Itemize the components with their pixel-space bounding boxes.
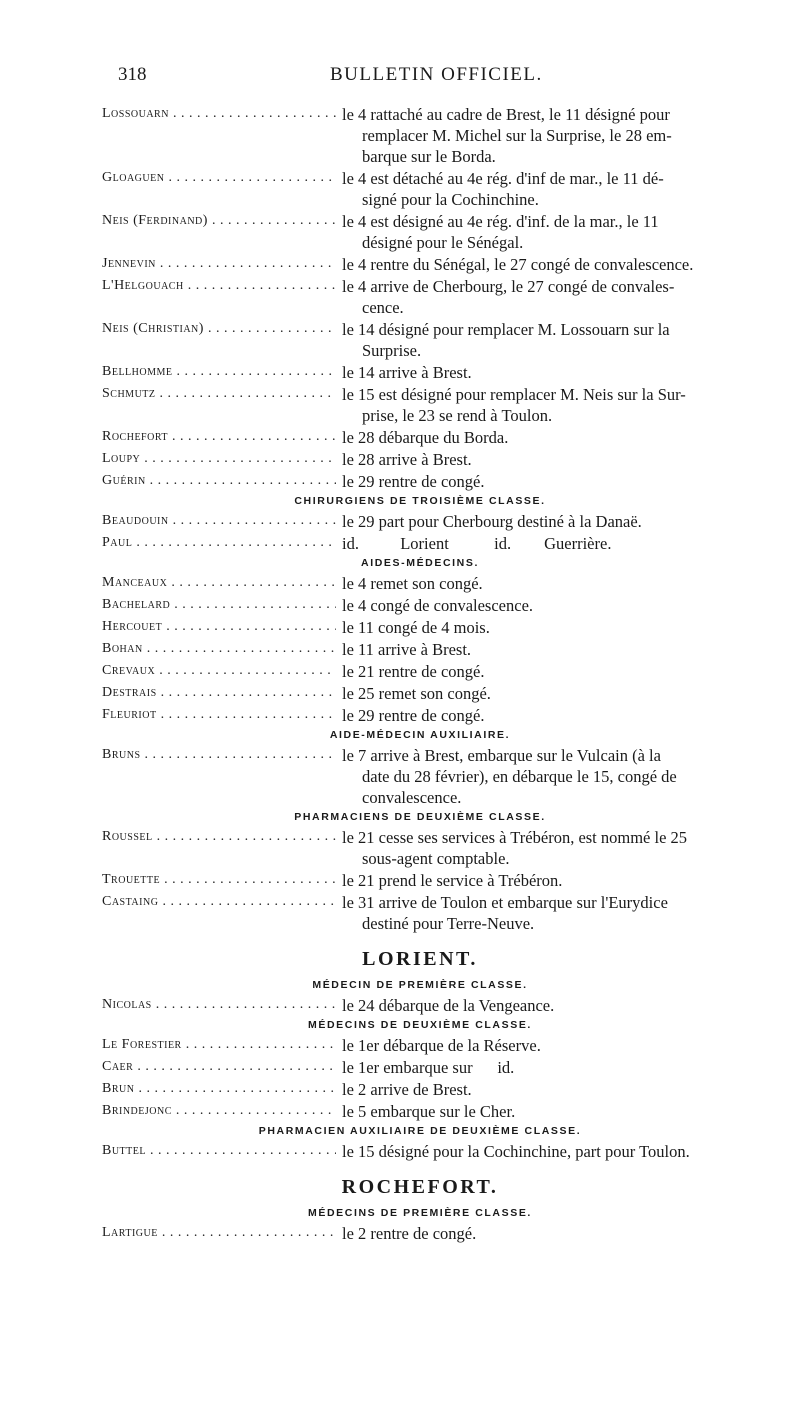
entry-text [342, 384, 780, 426]
entry-text [342, 1057, 780, 1078]
entry-line: le 25 remet son congé. [342, 684, 491, 703]
record-entry [0, 827, 800, 869]
entry-line: le 24 débarque de la Vengeance. [342, 996, 555, 1015]
entry-text [342, 362, 780, 383]
record-entry [0, 1057, 800, 1078]
record-entry [0, 573, 800, 594]
person-name: Manceaux . . . [102, 573, 336, 593]
section-heading: PHARMACIENS DE DEUXIÈME CLASSE. [294, 811, 546, 823]
entry-text [342, 471, 780, 492]
section-heading: CHIRURGIENS DE TROISIÈME CLASSE. [294, 495, 546, 507]
entry-line: le 21 prend le service à Trébéron. [342, 871, 563, 890]
entry-line: le 29 rentre de congé. [342, 472, 485, 491]
entry-line: le 4 rattaché au cadre de Brest, le 11 désigné pour [342, 105, 670, 124]
entry-line: id. Lorient id. Guerrière. [342, 534, 612, 553]
entry-line: le 4 remet son congé. [342, 574, 483, 593]
entry-line: le 14 désigné pour remplacer M. Lossouarn sur la [342, 320, 670, 339]
entry-line: le 4 est détaché au 4e rég. d'inf de mar., le 11 dé- [342, 169, 664, 188]
entry-line: le 1er embarque sur id. [342, 1058, 515, 1077]
person-name: Brun . . . [102, 1079, 336, 1099]
entry-text [342, 705, 780, 726]
record-entry [0, 1035, 800, 1056]
entry-text [342, 1141, 780, 1162]
record-entry [0, 104, 800, 167]
section-heading: MÉDECIN DE PREMIÈRE CLASSE. [312, 979, 528, 991]
entry-text [342, 1101, 780, 1122]
record-entry [0, 471, 800, 492]
person-name: Gloaguen . . . [102, 168, 336, 188]
person-name: Brindejonc . . . [102, 1101, 336, 1121]
person-name: Bellhomme . . . [102, 362, 336, 382]
entry-line-continued: barque sur le Borda. [362, 147, 496, 166]
section-heading: AIDE-MÉDECIN AUXILIAIRE. [329, 729, 511, 741]
entry-text [342, 1223, 780, 1244]
entry-line: le 4 congé de convalescence. [342, 596, 534, 615]
record-entry [0, 892, 800, 934]
entry-line: le 11 congé de 4 mois. [342, 618, 490, 637]
entry-line: le 1er débarque de la Réserve. [342, 1036, 541, 1055]
entry-text [342, 276, 780, 318]
entry-line: le 11 arrive à Brest. [342, 640, 472, 659]
person-name: Trouette . . . [102, 870, 336, 890]
record-entry [0, 870, 800, 891]
record-entry [0, 1079, 800, 1100]
person-name: Buttel . . . [102, 1141, 336, 1161]
entry-text [342, 995, 780, 1016]
person-name: Guérin . . . [102, 471, 336, 491]
person-name: Schmutz . . . [102, 384, 336, 404]
person-name: Neis (Christian) . . . [102, 319, 336, 339]
person-name: Nicolas . . . [102, 995, 336, 1015]
person-name: Destrais . . . [102, 683, 336, 703]
record-entry [0, 533, 800, 554]
section-heading: MÉDECINS DE DEUXIÈME CLASSE. [308, 1019, 532, 1031]
entry-text [342, 892, 780, 934]
page-header [118, 64, 778, 92]
entry-text [342, 319, 780, 361]
person-name: Bruns . . . [102, 745, 336, 765]
person-name: Le Forestier . . . [102, 1035, 336, 1055]
entry-line: le 7 arrive à Brest, embarque sur le Vulcain (à la [342, 746, 661, 765]
entry-line: le 28 débarque du Borda. [342, 428, 509, 447]
entry-text [342, 870, 780, 891]
entry-text [342, 595, 780, 616]
person-name: Crevaux . . . [102, 661, 336, 681]
city-heading: LORIENT. [362, 948, 478, 970]
entry-text [342, 211, 780, 253]
page-number: 318 [118, 64, 147, 85]
entry-text [342, 661, 780, 682]
person-name: Beaudouin . . . [102, 511, 336, 531]
record-entry [0, 1141, 800, 1162]
entry-line: le 2 arrive de Brest. [342, 1080, 472, 1099]
entry-text [342, 683, 780, 704]
section-heading: PHARMACIEN AUXILIAIRE DE DEUXIÈME CLASSE. [258, 1125, 582, 1137]
person-name: Caer . . . [102, 1057, 336, 1077]
record-entry [0, 427, 800, 448]
record-entry [0, 595, 800, 616]
record-entry [0, 661, 800, 682]
person-name: Lartigue . . . [102, 1223, 336, 1243]
entry-line: le 5 embarque sur le Cher. [342, 1102, 516, 1121]
entry-line-continued: désigné pour le Sénégal. [362, 233, 524, 252]
entry-line: le 4 est désigné au 4e rég. d'inf. de la mar., le 11 [342, 212, 659, 231]
entry-text [342, 617, 780, 638]
entry-text [342, 533, 780, 554]
entry-line-continued: cence. [362, 298, 404, 317]
entry-text [342, 511, 780, 532]
record-entry [0, 995, 800, 1016]
entry-line-continued: date du 28 février), en débarque le 15, congé de [362, 767, 677, 786]
record-entry [0, 705, 800, 726]
person-name: Castaing . . . [102, 892, 336, 912]
record-entry [0, 362, 800, 383]
entry-line: le 21 rentre de congé. [342, 662, 485, 681]
entry-line: le 15 est désigné pour remplacer M. Neis sur la Sur- [342, 385, 686, 404]
entry-line-continued: prise, le 23 se rend à Toulon. [362, 406, 553, 425]
entry-text [342, 745, 780, 808]
entry-line-continued: destiné pour Terre-Neuve. [362, 914, 535, 933]
person-name: Jennevin . . . [102, 254, 336, 274]
running-title: BULLETIN OFFICIEL. [330, 64, 543, 85]
entry-line: le 14 arrive à Brest. [342, 363, 472, 382]
record-entry [0, 254, 800, 275]
person-name: Bohan . . . [102, 639, 336, 659]
entry-line: le 4 arrive de Cherbourg, le 27 congé de convales- [342, 277, 675, 296]
record-entry [0, 168, 800, 210]
record-entry [0, 319, 800, 361]
entry-line: le 28 arrive à Brest. [342, 450, 472, 469]
person-name: Fleuriot . . . [102, 705, 336, 725]
section-heading: AIDES-MÉDECINS. [361, 557, 479, 569]
person-name: L'Helgouach . . . [102, 276, 336, 296]
entry-text [342, 573, 780, 594]
person-name: Hercouet . . . [102, 617, 336, 637]
entry-line-continued: Surprise. [362, 341, 422, 360]
entry-text [342, 1035, 780, 1056]
entry-line-continued: signé pour la Cochinchine. [362, 190, 539, 209]
entry-line-continued: convalescence. [362, 788, 462, 807]
record-entry [0, 384, 800, 426]
record-entry [0, 1223, 800, 1244]
person-name: Lossouarn . . . [102, 104, 336, 124]
city-heading: ROCHEFORT. [341, 1176, 499, 1198]
record-entry [0, 745, 800, 808]
entry-line: le 29 part pour Cherbourg destiné à la Danaë. [342, 512, 642, 531]
entry-line: le 29 rentre de congé. [342, 706, 485, 725]
entry-text [342, 254, 780, 275]
person-name: Bachelard . . . [102, 595, 336, 615]
entry-text [342, 449, 780, 470]
record-entry [0, 511, 800, 532]
person-name: Paul . . . [102, 533, 336, 553]
entry-text [342, 639, 780, 660]
record-entry [0, 683, 800, 704]
entry-text [342, 427, 780, 448]
entry-line-continued: sous-agent comptable. [362, 849, 510, 868]
section-heading: MÉDECINS DE PREMIÈRE CLASSE. [308, 1207, 532, 1219]
record-entry [0, 639, 800, 660]
record-entry [0, 617, 800, 638]
entry-line: le 2 rentre de congé. [342, 1224, 477, 1243]
person-name: Loupy . . . [102, 449, 336, 469]
entry-line: le 31 arrive de Toulon et embarque sur l'Eurydice [342, 893, 668, 912]
record-entry [0, 211, 800, 253]
entry-text [342, 104, 780, 167]
record-entry [0, 276, 800, 318]
entry-line-continued: remplacer M. Michel sur la Surprise, le 28 em- [362, 126, 672, 145]
entry-text [342, 827, 780, 869]
person-name: Neis (Ferdinand) . . . [102, 211, 336, 231]
document-body [0, 104, 800, 1245]
record-entry [0, 1101, 800, 1122]
record-entry [0, 449, 800, 470]
person-name: Roussel . . . [102, 827, 336, 847]
entry-text [342, 168, 780, 210]
entry-line: le 21 cesse ses services à Trébéron, est nommé le 25 [342, 828, 688, 847]
entry-line: le 4 rentre du Sénégal, le 27 congé de convalescence. [342, 255, 694, 274]
person-name: Rochefort . . . [102, 427, 336, 447]
entry-line: le 15 désigné pour la Cochinchine, part pour Toulon. [342, 1142, 690, 1161]
entry-text [342, 1079, 780, 1100]
